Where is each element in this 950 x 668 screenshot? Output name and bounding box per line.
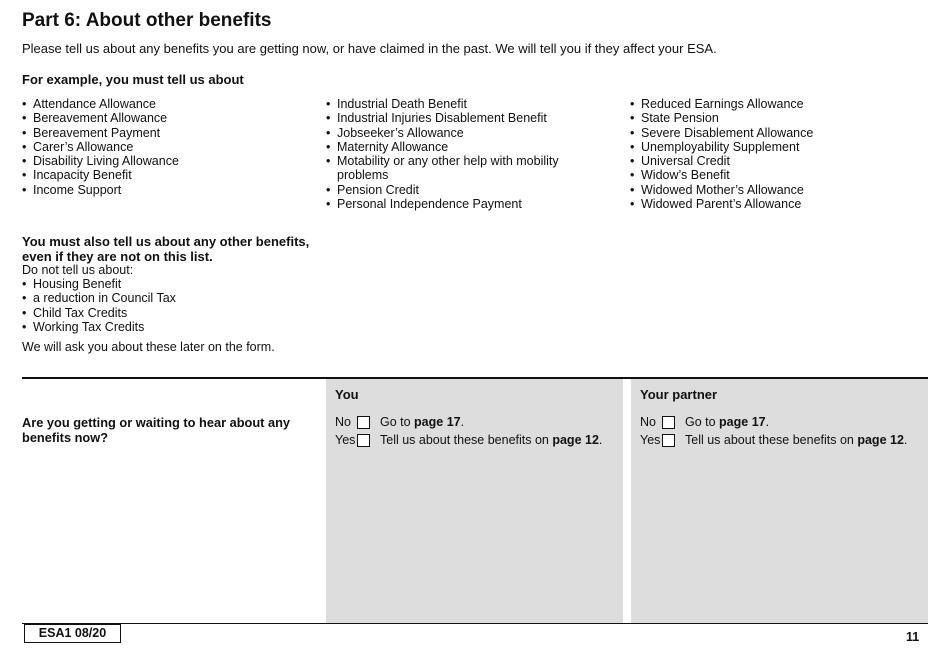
page-title: Part 6: About other benefits — [22, 10, 272, 31]
list-item: • Income Support — [22, 183, 302, 197]
partner-yes-option — [640, 433, 907, 447]
example-heading: For example, you must tell us about — [22, 72, 244, 87]
list-item: • Bereavement Allowance — [22, 111, 302, 125]
list-item: • Pension Credit — [326, 183, 606, 197]
you-panel-heading: You — [335, 387, 359, 402]
partner-yes-label: Yes — [640, 433, 661, 447]
list-item: • Attendance Allowance — [22, 97, 302, 111]
list-item: • Incapacity Benefit — [22, 168, 302, 182]
list-item: • Working Tax Credits — [22, 320, 302, 334]
list-item: • Housing Benefit — [22, 277, 302, 291]
partner-answer-panel — [631, 379, 928, 623]
list-item: • Widowed Parent’s Allowance — [630, 197, 930, 211]
other-benefits-heading: You must also tell us about any other benefits, even if they are not on this list. — [22, 234, 310, 264]
list-item: • Severe Disablement Allowance — [630, 126, 930, 140]
you-yes-option — [335, 433, 602, 447]
partner-no-option — [640, 415, 769, 429]
list-item: • Industrial Death Benefit — [326, 97, 606, 111]
partner-no-instruction: Go to page 17. — [685, 415, 770, 429]
list-item: • Personal Independence Payment — [326, 197, 606, 211]
list-item: • a reduction in Council Tax — [22, 291, 302, 305]
do-not-tell-label: Do not tell us about: — [22, 263, 134, 277]
list-item: • Industrial Injuries Disablement Benefit — [326, 111, 606, 125]
list-item: • Maternity Allowance — [326, 140, 606, 154]
partner-panel-heading: Your partner — [640, 387, 718, 402]
benefit-list-column-1 — [22, 97, 302, 197]
table-bottom-rule — [22, 623, 928, 624]
excluded-benefits-list — [22, 277, 302, 334]
you-no-option — [335, 415, 464, 429]
list-item: • State Pension — [630, 111, 930, 125]
benefit-list-column-3 — [630, 97, 930, 211]
list-item: • Disability Living Allowance — [22, 154, 302, 168]
you-no-instruction: Go to page 17. — [380, 415, 465, 429]
you-yes-checkbox[interactable] — [357, 434, 370, 447]
partner-no-label: No — [640, 415, 656, 429]
you-yes-instruction: Tell us about these benefits on page 12. — [380, 433, 603, 447]
you-no-label: No — [335, 415, 351, 429]
list-item: • Widow’s Benefit — [630, 168, 930, 182]
partner-yes-checkbox[interactable] — [662, 434, 675, 447]
page-number: 11 — [906, 630, 920, 644]
form-code-box: ESA1 08/20 — [24, 624, 121, 643]
list-item: • Motability or any other help with mobility problems — [326, 154, 606, 183]
list-item: • Bereavement Payment — [22, 126, 302, 140]
list-item: • Reduced Earnings Allowance — [630, 97, 930, 111]
benefit-list-column-2 — [326, 97, 606, 211]
partner-yes-instruction: Tell us about these benefits on page 12. — [685, 433, 908, 447]
list-item: • Jobseeker’s Allowance — [326, 126, 606, 140]
you-yes-label: Yes — [335, 433, 356, 447]
list-item: • Widowed Mother’s Allowance — [630, 183, 930, 197]
later-note: We will ask you about these later on the form. — [22, 340, 275, 354]
benefits-question: Are you getting or waiting to hear about any benefits now? — [22, 415, 291, 445]
partner-no-checkbox[interactable] — [662, 416, 675, 429]
intro-text: Please tell us about any benefits you are getting now, or have claimed in the past. We will tell you if they affect your ESA. — [22, 41, 717, 56]
you-answer-panel — [326, 379, 623, 623]
list-item: • Unemployability Supplement — [630, 140, 930, 154]
you-no-checkbox[interactable] — [357, 416, 370, 429]
list-item: • Carer’s Allowance — [22, 140, 302, 154]
list-item: • Universal Credit — [630, 154, 930, 168]
list-item: • Child Tax Credits — [22, 306, 302, 320]
